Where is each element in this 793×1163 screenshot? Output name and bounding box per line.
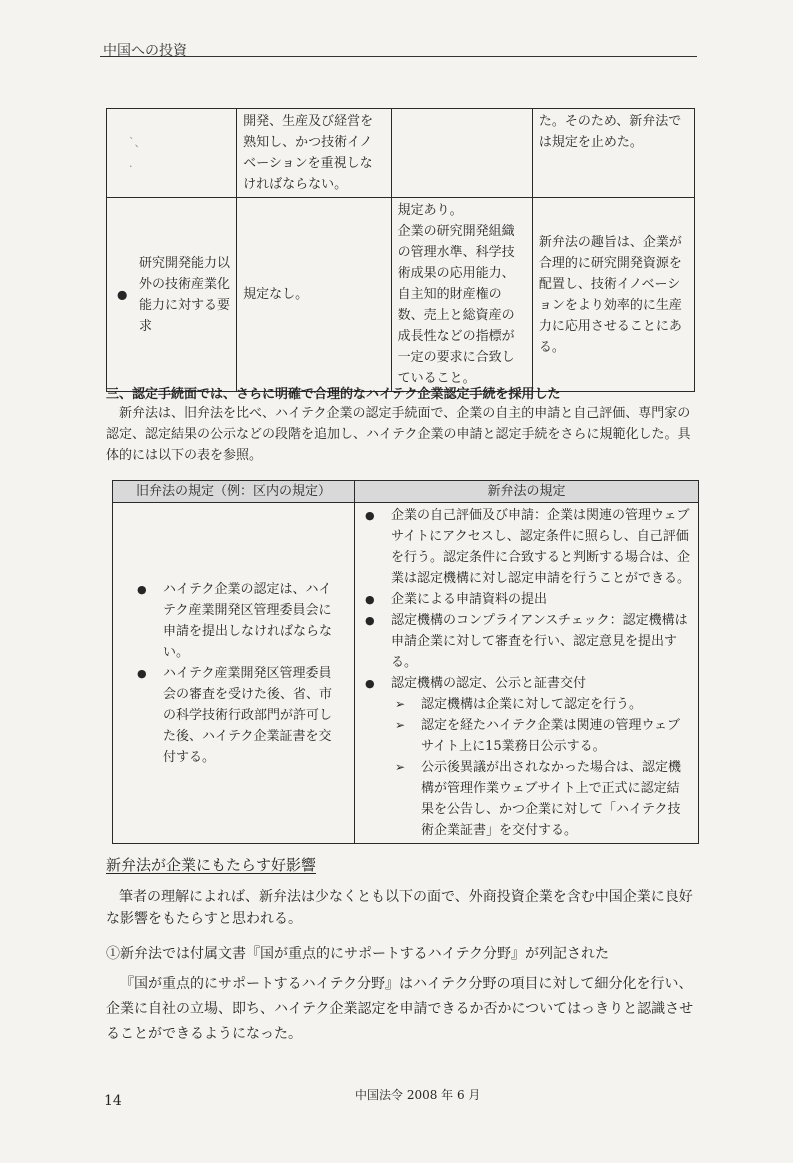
old-rule-item	[137, 663, 342, 768]
old-rules-list	[137, 579, 342, 768]
table2-new-cell	[355, 503, 699, 844]
table1-row-1	[107, 109, 695, 198]
sub-step-item	[391, 694, 690, 715]
table1-r1-c1: `、 .	[107, 109, 237, 198]
sub-step-text: 認定を経たハイテク企業は関連の管理ウェブサイト上に15業務日公示する。	[421, 718, 680, 754]
impact-heading: 新弁法が企業にもたらす好影響	[106, 856, 317, 874]
old-rule-item	[137, 579, 342, 663]
new-rule-item	[365, 589, 690, 610]
sub-step-text: 認定機構は企業に対して認定を行う。	[421, 697, 643, 712]
bullet-icon: ●	[365, 509, 375, 522]
table1-r2-c1-text: 研究開発能力以外の技術産業化能力に対する要求	[139, 255, 231, 334]
old-rule-text: ハイテク産業開発区管理委員会の審査を受けた後、省、市の科学技術行政部門が許可した後、ハイテク企業証書を交付する。	[163, 665, 333, 765]
new-rule-item	[365, 610, 690, 673]
table1-r2-c2: 規定なし。	[237, 198, 391, 392]
table1-r1-c4: た。そのため、新弁法では規定を止めた。	[532, 109, 694, 198]
table2-body-row	[113, 503, 699, 844]
new-rule-item	[365, 673, 690, 841]
table1-r2-c4: 新弁法の趣旨は、企業が合理的に研究開発資源を配置し、技術イノベーションをより効率的に生産力に応用させることにある。	[532, 198, 694, 392]
comparison-table-1	[106, 108, 695, 392]
table1-r2-c3: 規定あり。 企業の研究開発組織の管理水準、科学技術成果の応用能力、自主知的財産権の数、売上と総資産の成長性などの指標が一定の要求に合致していること。	[391, 198, 532, 392]
impact-point1-body: 『国が重点的にサポートするハイテク分野』はハイテク分野の項目に対して細分化を行い、企業に自社の立場、即ち、ハイテク企業認定を申請できるか否かについてはっきりと認識させることができるようになった。	[106, 976, 694, 1042]
impact-intro: 筆者の理解によれば、新弁法は少なくとも以下の面で、外商投資企業を含む中国企業に良好な影響をもたらすと思われる。	[106, 889, 693, 927]
arrow-icon: ➢	[395, 697, 406, 711]
bullet-icon: ●	[365, 593, 375, 606]
bullet-icon: ●	[117, 287, 128, 301]
section-3-body: 新弁法は、旧弁法を比べ、ハイテク企業の認定手続面で、企業の自主的申請と自己評価、専門家の認定、認定結果の公示などの段階を追加し、ハイテク企業の申請と認定手続をさらに規範化した。具体的には以下の表を参照。	[106, 406, 691, 463]
impact-point1-title: ①新弁法では付属文書『国が重点的にサポートするハイテク分野』が列記された	[106, 946, 610, 962]
publication-footer: 中国法令 2008 年 6 月	[355, 1088, 481, 1102]
new-rule-text: 認定機構のコンプライアンスチェック：認定機構は申請企業に対して審査を行い、認定意見を提出する。	[391, 613, 688, 670]
table1-r1-c2: 開発、生産及び経営を熟知し、かつ技術イノベーションを重視しなければならない。	[237, 109, 391, 198]
table2-header-new: 新弁法の規定	[355, 481, 699, 503]
new-rule-text: 認定機構の認定、公示と証書交付	[391, 676, 587, 691]
sub-step-item	[391, 715, 690, 757]
section-3-heading: 三、認定手続面では、さらに明確で合理的なハイテク企業認定手続を採用した	[106, 387, 561, 402]
new-rules-list	[365, 505, 690, 841]
page-number: 14	[104, 1093, 122, 1109]
running-header-title: 中国への投資	[103, 43, 187, 59]
table2-old-cell	[113, 503, 355, 844]
new-rule-text: 企業の自己評価及び申請：企業は関連の管理ウェブサイトにアクセスし、認定条件に照らし、自己評価を行う。認定条件に合致すると判断する場合は、企業は認定機構に対し認定申請を行うことができる。	[391, 508, 691, 586]
sub-step-item	[391, 757, 690, 841]
arrow-icon: ➢	[395, 718, 406, 732]
bullet-icon: ●	[365, 677, 375, 690]
table2-header-old: 旧弁法の規定（例：区内の規定）	[113, 481, 355, 503]
table2-header-row	[113, 481, 699, 503]
table1-r2-c1	[107, 198, 237, 392]
header-rule	[100, 56, 697, 57]
bullet-icon: ●	[137, 582, 147, 596]
table1-row-2	[107, 198, 695, 392]
old-rule-text: ハイテク企業の認定は、ハイテク産業開発区管理委員会に申請を提出しなければならない。	[163, 581, 333, 660]
sub-step-text: 公示後異議が出されなかった場合は、認定機構が管理作業ウェブサイト上で正式に認定結果を公告し、かつ企業に対して「ハイテク技術企業証書」を交付する。	[421, 760, 682, 838]
table1-r1-c3	[391, 109, 532, 198]
bullet-icon: ●	[137, 666, 147, 680]
comparison-table-2	[112, 480, 699, 844]
new-rule-text: 企業による申請資料の提出	[391, 592, 548, 607]
bullet-icon: ●	[365, 614, 375, 627]
new-rule-item	[365, 505, 690, 589]
sub-steps-list	[391, 694, 690, 841]
arrow-icon: ➢	[395, 760, 406, 774]
